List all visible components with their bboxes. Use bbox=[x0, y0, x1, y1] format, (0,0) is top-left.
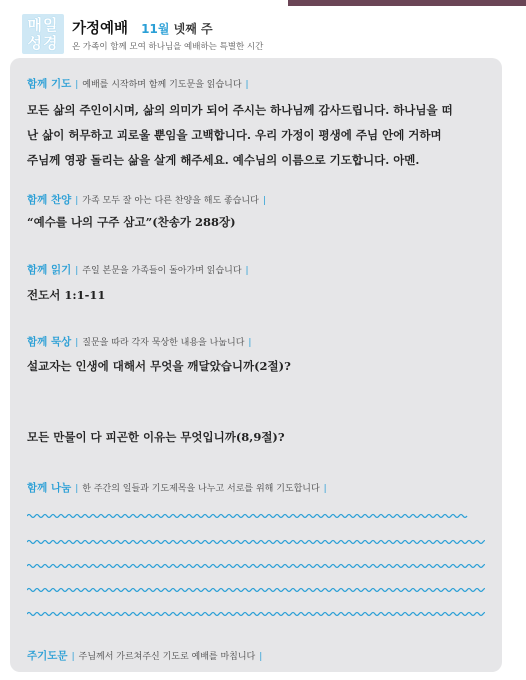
header bbox=[22, 14, 512, 60]
hymn-label: 함께 찬양 bbox=[27, 194, 72, 206]
meditation-section-header bbox=[27, 334, 255, 349]
writing-line bbox=[27, 610, 485, 618]
worship-card bbox=[10, 58, 502, 672]
writing-line bbox=[27, 562, 485, 570]
reading-text: 전도서 1:1-11 bbox=[27, 288, 106, 302]
reading-label: 함께 읽기 bbox=[27, 264, 72, 276]
top-stripe bbox=[288, 0, 526, 6]
divider: | bbox=[75, 266, 79, 276]
sharing-description: 한 주간의 일들과 기도제목을 나누고 서로를 위해 기도합니다 bbox=[82, 484, 320, 494]
divider: | bbox=[245, 266, 249, 276]
page-title: 가정예배 bbox=[72, 21, 129, 37]
prayer-section-header bbox=[27, 76, 253, 91]
divider: | bbox=[75, 338, 79, 348]
divider: | bbox=[248, 338, 252, 348]
hymn-description: 가족 모두 잘 아는 다른 찬양을 해도 좋습니다 bbox=[82, 196, 259, 206]
prayer-description: 예배를 시작하며 함께 기도문을 읽습니다 bbox=[82, 80, 242, 90]
divider: | bbox=[323, 484, 327, 494]
daily-bible-logo bbox=[22, 14, 64, 54]
sharing-label: 함께 나눔 bbox=[27, 482, 72, 494]
divider: | bbox=[75, 80, 79, 90]
sharing-section-header bbox=[27, 480, 331, 495]
hymn-section-header bbox=[27, 192, 270, 207]
lords-prayer-description: 주님께서 가르쳐주신 기도로 예배를 마칩니다 bbox=[78, 652, 256, 662]
meditation-label: 함께 묵상 bbox=[27, 336, 72, 348]
reading-description: 주일 본문을 가족들이 돌아가며 읽습니다 bbox=[82, 266, 242, 276]
meditation-description: 질문을 따라 각자 묵상한 내용을 나눕니다 bbox=[82, 338, 245, 348]
divider: | bbox=[245, 80, 249, 90]
week-number: 넷째 주 bbox=[173, 22, 213, 36]
writing-line bbox=[27, 538, 485, 546]
month-label: 11월 bbox=[141, 22, 170, 36]
divider: | bbox=[75, 484, 79, 494]
title-row bbox=[72, 17, 213, 38]
meditation-question-1: 설교자는 인생에 대해서 무엇을 깨달았습니까(2절)? bbox=[27, 359, 291, 373]
prayer-text bbox=[27, 98, 487, 173]
hymn-text: “예수를 나의 구주 삼고”(찬송가 288장) bbox=[27, 215, 236, 229]
logo-line-2: 성경 bbox=[27, 34, 59, 52]
prayer-line: 모든 삶의 주인이시며, 삶의 의미가 되어 주시는 하나님께 감사드립니다. 하나님을 떠 bbox=[27, 103, 453, 117]
writing-line bbox=[27, 586, 485, 594]
week-label bbox=[141, 22, 212, 36]
prayer-line: 난 삶이 허무하고 괴로울 뿐임을 고백합니다. 우리 가정이 평생에 주님 안에 거하며 bbox=[27, 128, 442, 142]
meditation-question-2: 모든 만물이 다 피곤한 이유는 무엇입니까(8,9절)? bbox=[27, 430, 285, 444]
reading-section-header bbox=[27, 262, 253, 277]
subtitle: 온 가족이 함께 모여 하나님을 예배하는 특별한 시간 bbox=[72, 42, 264, 52]
writing-line bbox=[27, 512, 485, 520]
divider: | bbox=[71, 652, 75, 662]
top-bar bbox=[0, 0, 526, 9]
divider: | bbox=[262, 196, 266, 206]
divider: | bbox=[259, 652, 263, 662]
divider: | bbox=[75, 196, 79, 206]
prayer-line: 주님께 영광 돌리는 삶을 살게 해주세요. 예수님의 이름으로 기도합니다. 아멘. bbox=[27, 153, 420, 167]
prayer-label: 함께 기도 bbox=[27, 78, 72, 90]
lords-prayer-label: 주기도문 bbox=[27, 650, 68, 662]
logo-line-1: 매일 bbox=[27, 16, 59, 34]
lords-prayer-section-header bbox=[27, 648, 266, 663]
